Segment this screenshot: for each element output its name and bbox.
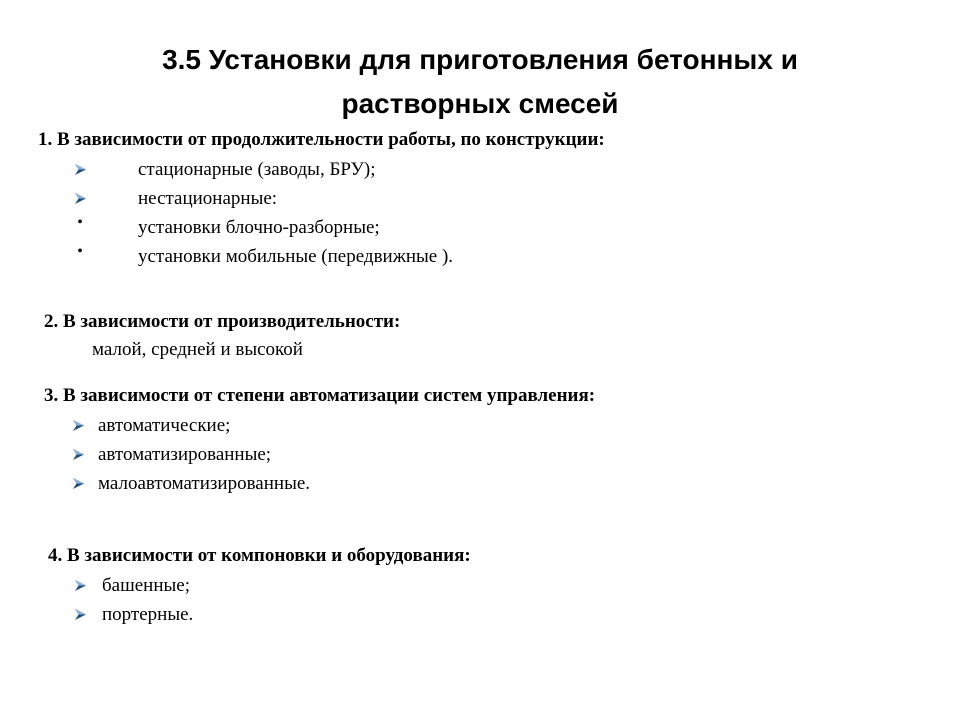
list-item	[70, 411, 595, 440]
bullet-list	[72, 571, 471, 629]
bullet-list	[70, 411, 595, 498]
list-item	[72, 600, 471, 629]
list-item-text: нестационарные:	[138, 188, 278, 209]
section-automation	[44, 384, 595, 498]
section-productivity	[44, 310, 400, 363]
bullet-dot-icon: •	[77, 242, 83, 260]
list-item-text: башенные;	[102, 575, 190, 596]
list-item	[72, 571, 471, 600]
slide-title	[60, 38, 900, 126]
list-item-text: автоматические;	[98, 415, 231, 436]
bullet-list	[72, 155, 605, 271]
list-item-text: автоматизированные;	[98, 444, 272, 465]
section-layout	[48, 544, 471, 629]
list-item-text: установки блочно-разборные;	[138, 217, 380, 238]
list-item	[72, 184, 605, 213]
arrowhead-icon	[72, 155, 88, 184]
arrowhead-icon	[72, 571, 88, 600]
bullet-dot-icon: •	[77, 213, 83, 231]
list-item-text: малоавтоматизированные.	[98, 473, 311, 494]
section-heading: 3. В зависимости от степени автоматизации систем управления:	[44, 385, 596, 406]
list-item-text: стационарные (заводы, БРУ);	[138, 159, 376, 180]
list-item	[72, 213, 605, 242]
arrowhead-icon	[70, 440, 86, 469]
arrowhead-icon	[72, 600, 88, 629]
arrowhead-icon	[72, 184, 88, 213]
list-item	[72, 242, 605, 271]
section-heading: 1. В зависимости от продолжительности работы, по конструкции:	[38, 129, 605, 150]
section-text: малой, средней и высокой	[92, 339, 303, 360]
section-heading: 4. В зависимости от компоновки и оборудования:	[48, 545, 471, 566]
arrowhead-icon	[70, 411, 86, 440]
arrowhead-icon	[70, 469, 86, 498]
list-item	[72, 155, 605, 184]
section-construction	[38, 128, 605, 271]
list-item	[70, 469, 595, 498]
slide-title-line-2: растворных смесей	[341, 88, 619, 119]
slide-title-line-1: 3.5 Установки для приготовления бетонных и	[162, 44, 798, 75]
section-heading: 2. В зависимости от производительности:	[44, 311, 401, 332]
list-item-text: установки мобильные (передвижные ).	[138, 246, 454, 267]
list-item	[70, 440, 595, 469]
list-item-text: портерные.	[102, 604, 194, 625]
